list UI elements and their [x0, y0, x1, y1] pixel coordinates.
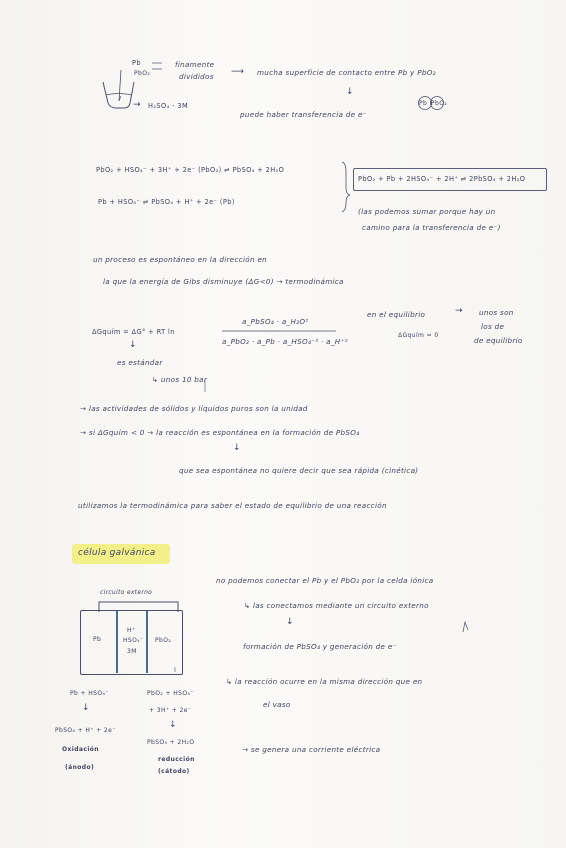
cell-note-6: → se genera una corriente eléctrica: [242, 745, 381, 754]
sum-note-2: camino para la transferencia de e⁻): [362, 223, 501, 232]
arrow-down: ↓: [346, 87, 354, 97]
cell-note-3: formación de PbSO₄ y generación de e⁻: [243, 642, 397, 651]
arrow-down: ↓: [233, 443, 241, 453]
cell-note-1: no podemos conectar el Pb y el PbO₂ por la celda iónica: [216, 576, 434, 585]
cell-note-5: el vaso: [263, 700, 291, 709]
galvanic-cell-title: célula galvánica: [78, 548, 156, 558]
cell-hso4-label: HSO₄⁻: [123, 637, 144, 644]
gibbs-denominator: a_PbO₂ · a_Pb · a_HSO₄⁻² · a_H⁺²: [222, 337, 348, 346]
arrow-down: ↓: [82, 703, 90, 713]
arrow-down: ↓: [286, 617, 294, 627]
reduction-reactants-2: + 3H⁺ + 2e⁻: [149, 707, 192, 714]
equilibrium-note-1: unos son: [479, 308, 514, 317]
arrow-down: ↓: [169, 720, 177, 730]
cell-pbo2-label: PbO₂: [155, 637, 172, 644]
standard-label: es estándar: [117, 358, 163, 367]
sum-note-1: (las podemos sumar porque hay un: [358, 207, 496, 216]
bubble-pb-label: Pb: [419, 100, 428, 107]
units-label: ↳ unos 10 bar: [152, 375, 208, 384]
bubble-pbo2-label: PbO₂: [431, 100, 448, 107]
pbo2-electrode: [146, 611, 148, 673]
cell-3m-label: 3M: [127, 648, 137, 655]
arrow-right: →: [133, 100, 141, 110]
spontaneous-condition: → si ΔGquím < 0 → la reacción es espontánea en la formación de PbSO₄: [80, 428, 360, 437]
equilibrium-label: en el equilibrio: [367, 310, 426, 319]
reaction-reduction: PbO₂ + HSO₄⁻ + 3H⁺ + 2e⁻ (PbO₂) ⇌ PbSO₄ + 2H₂O: [96, 166, 285, 174]
cell-h-label: H⁺: [127, 627, 136, 634]
electron-transfer-text: puede haber transferencia de e⁻: [240, 110, 367, 119]
reaction-oxidation: Pb + HSO₄⁻ ⇌ PbSO₄ + H⁺ + 2e⁻ (Pb): [98, 198, 235, 206]
oxidation-label: Oxidación: [62, 746, 99, 753]
cell-note-2: ↳ las conectamos mediante un circuito externo: [244, 601, 429, 610]
gibbs-lhs: ΔGquím = ΔG° + RT ln: [92, 328, 175, 336]
activities-note: → las actividades de sólidos y líquidos puros son la unidad: [80, 404, 308, 413]
equilibrium-note-2: los de: [481, 322, 505, 331]
cell-note-4: ↳ la reacción ocurre en la misma dirección que en: [226, 677, 423, 686]
gibbs-numerator: a_PbSO₄ · a_H₂O²: [242, 317, 309, 326]
reaction-brace: [342, 162, 350, 212]
reduction-reactants-1: PbO₂ + HSO₄⁻: [147, 690, 194, 697]
kinetics-note: que sea espontánea no quiere decir que sea rápida (cinética): [179, 466, 419, 475]
anode-label: (ánodo): [65, 764, 95, 771]
divididos-label: divididos: [179, 72, 214, 81]
external-circuit-label: circuito externo: [100, 589, 153, 596]
pbo2-label: PbO₂: [134, 70, 151, 77]
arrow-right: ⟶: [231, 67, 245, 77]
reduction-products: PbSO₄ + 2H₂O: [147, 739, 195, 746]
contact-surface-text: mucha superficie de contacto entre Pb y PbO₂: [257, 68, 436, 77]
pb-label: Pb: [132, 59, 141, 67]
spontaneous-line-2: la que la energía de Gibs disminuye (ΔG<0) → termodinámica: [103, 277, 344, 286]
oxidation-reactants: Pb + HSO₄⁻: [70, 690, 109, 697]
beaker-drawing: [103, 82, 134, 108]
reduction-label: reducción: [158, 756, 195, 763]
arrow-down: ↓: [129, 340, 137, 350]
equilibrium-note-3: de equilibrio: [474, 336, 523, 345]
pb-electrode: [116, 611, 118, 673]
overall-reaction: PbO₂ + Pb + 2HSO₄⁻ + 2H⁺ ⇌ 2PbSO₄ + 2H₂O: [358, 175, 526, 183]
oxidation-products: PbSO₄ + H⁺ + 2e⁻: [55, 727, 116, 734]
thermodynamics-note: utilizamos la termodinámica para saber el estado de equilibrio de una reacción: [78, 501, 387, 510]
cathode-label: (cátodo): [158, 768, 190, 775]
equilibrium-condition: ΔGquím = 0: [398, 332, 439, 339]
spontaneous-line-1: un proceso es espontáneo en la dirección en: [93, 255, 268, 264]
cell-pb-label: Pb: [93, 636, 102, 643]
arrow-right: →: [455, 306, 463, 316]
h2so4-label: H₂SO₄ - 3M: [148, 102, 189, 110]
finamente-label: finamente: [175, 60, 215, 69]
